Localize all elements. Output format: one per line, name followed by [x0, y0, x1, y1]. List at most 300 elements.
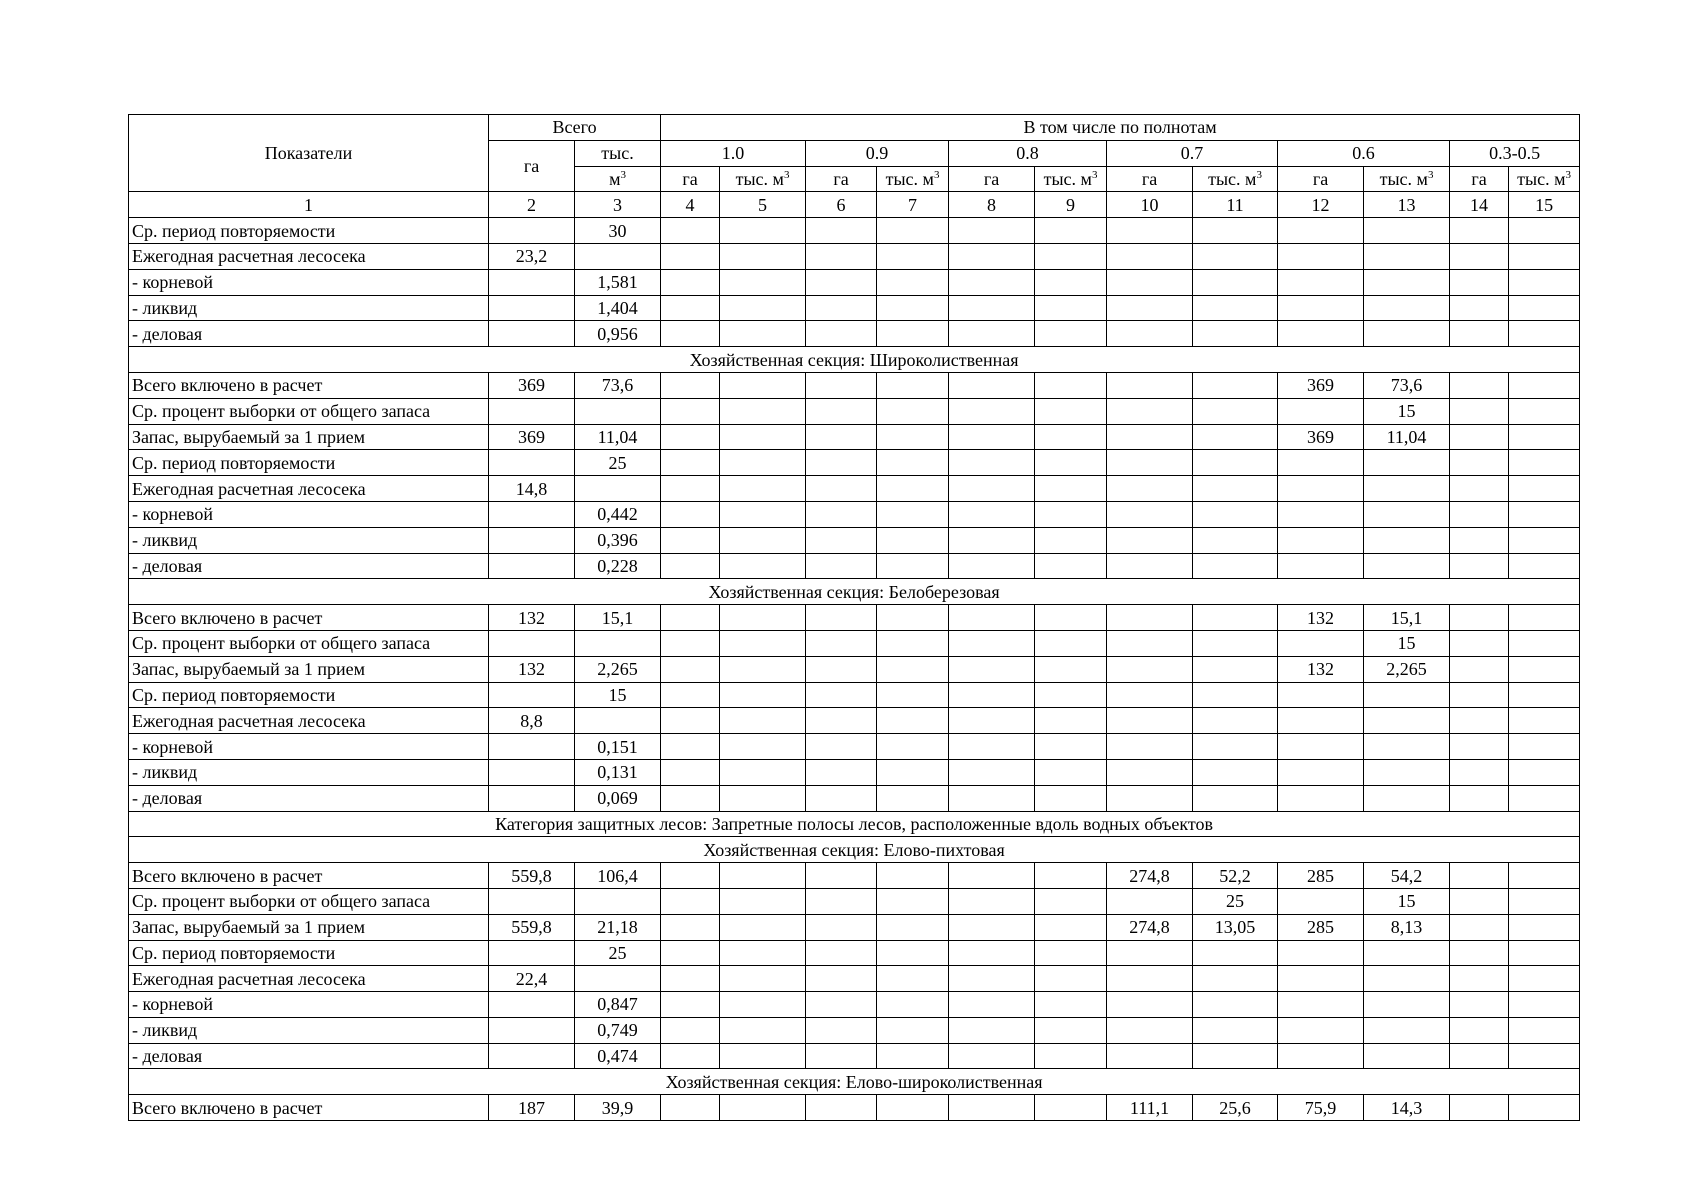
table-cell: [720, 605, 806, 631]
table-cell: [1035, 372, 1107, 398]
table-cell: [1193, 759, 1278, 785]
row-label: - деловая: [129, 785, 489, 811]
table-cell: [949, 450, 1035, 476]
table-cell: [720, 734, 806, 760]
table-cell: [1364, 682, 1450, 708]
row-label: Ср. период повторяемости: [129, 682, 489, 708]
table-cell: 54,2: [1364, 863, 1450, 889]
table-cell: [1107, 321, 1193, 347]
table-cell: 30: [575, 218, 661, 244]
table-cell: [661, 243, 720, 269]
table-cell: 25: [1193, 888, 1278, 914]
table-cell: [949, 708, 1035, 734]
table-cell: [720, 940, 806, 966]
table-cell: [806, 734, 877, 760]
table-cell: [1278, 759, 1364, 785]
table-cell: [1364, 501, 1450, 527]
table-cell: [1193, 527, 1278, 553]
density-ha-header: га: [1107, 166, 1193, 192]
table-cell: [806, 218, 877, 244]
table-row: [129, 372, 1580, 398]
table-cell: [720, 527, 806, 553]
table-cell: [877, 501, 949, 527]
table-cell: 13,05: [1193, 914, 1278, 940]
table-cell: 111,1: [1107, 1095, 1193, 1121]
table-row: [129, 398, 1580, 424]
table-cell: 25,6: [1193, 1095, 1278, 1121]
table-cell: 15: [1364, 630, 1450, 656]
table-row: [129, 295, 1580, 321]
table-cell: [720, 372, 806, 398]
table-cell: [877, 863, 949, 889]
density-header: 1.0: [661, 140, 806, 166]
table-cell: [1509, 785, 1580, 811]
table-cell: 15,1: [575, 605, 661, 631]
table-cell: 0,474: [575, 1043, 661, 1069]
table-cell: [877, 218, 949, 244]
table-cell: [489, 992, 575, 1018]
table-cell: [661, 888, 720, 914]
table-cell: [877, 476, 949, 502]
table-cell: [720, 759, 806, 785]
density-ha-header: га: [949, 166, 1035, 192]
column-number: 13: [1364, 192, 1450, 218]
table-cell: 0,151: [575, 734, 661, 760]
table-cell: [1035, 605, 1107, 631]
row-label: - деловая: [129, 1043, 489, 1069]
table-row: [129, 863, 1580, 889]
table-cell: [1450, 476, 1509, 502]
table-cell: [661, 450, 720, 476]
table-cell: 15: [1364, 398, 1450, 424]
table-cell: [1509, 966, 1580, 992]
table-cell: [877, 682, 949, 708]
table-cell: [1035, 476, 1107, 502]
row-label: Запас, вырубаемый за 1 прием: [129, 424, 489, 450]
table-cell: [489, 1043, 575, 1069]
table-cell: [806, 656, 877, 682]
table-cell: [1509, 1043, 1580, 1069]
table-cell: [806, 605, 877, 631]
row-label: Ср. период повторяемости: [129, 940, 489, 966]
table-cell: 11,04: [1364, 424, 1450, 450]
density-header: 0.9: [806, 140, 949, 166]
row-label: - деловая: [129, 553, 489, 579]
table-cell: [575, 398, 661, 424]
table-cell: 187: [489, 1095, 575, 1121]
table-cell: [1509, 553, 1580, 579]
column-number: 11: [1193, 192, 1278, 218]
column-number: 14: [1450, 192, 1509, 218]
table-cell: 274,8: [1107, 863, 1193, 889]
table-cell: [661, 682, 720, 708]
table-cell: [877, 450, 949, 476]
row-label: - корневой: [129, 992, 489, 1018]
table-cell: [1193, 424, 1278, 450]
table-row: [129, 553, 1580, 579]
section-title: Категория защитных лесов: Запретные полосы лесов, расположенные вдоль водных объектов: [129, 811, 1580, 837]
table-cell: 0,228: [575, 553, 661, 579]
table-cell: [1278, 1017, 1364, 1043]
column-number: 10: [1107, 192, 1193, 218]
table-cell: 369: [489, 424, 575, 450]
table-cell: [1450, 682, 1509, 708]
table-cell: [1509, 605, 1580, 631]
table-cell: [720, 1017, 806, 1043]
table-cell: [1450, 992, 1509, 1018]
table-cell: [1278, 630, 1364, 656]
table-cell: [1509, 992, 1580, 1018]
table-cell: [575, 888, 661, 914]
table-cell: [1364, 295, 1450, 321]
table-cell: [661, 630, 720, 656]
table-cell: [1107, 372, 1193, 398]
table-cell: [877, 1043, 949, 1069]
table-cell: [949, 527, 1035, 553]
row-label: Ежегодная расчетная лесосека: [129, 476, 489, 502]
table-cell: [1278, 269, 1364, 295]
table-cell: [806, 372, 877, 398]
row-label: Всего включено в расчет: [129, 372, 489, 398]
row-label: - ликвид: [129, 295, 489, 321]
table-cell: [1509, 398, 1580, 424]
table-cell: [806, 1043, 877, 1069]
table-cell: [1364, 1043, 1450, 1069]
table-cell: [1509, 218, 1580, 244]
table-cell: [806, 682, 877, 708]
table-cell: [1450, 888, 1509, 914]
table-cell: [720, 966, 806, 992]
table-cell: [1193, 398, 1278, 424]
table-cell: [661, 863, 720, 889]
table-cell: [1278, 501, 1364, 527]
column-number: 8: [949, 192, 1035, 218]
row-label: - ликвид: [129, 1017, 489, 1043]
table-row: [129, 708, 1580, 734]
total-ha-header: га: [489, 140, 575, 192]
table-cell: [806, 269, 877, 295]
table-row: [129, 940, 1580, 966]
table-cell: [1107, 682, 1193, 708]
table-cell: [489, 940, 575, 966]
table-cell: [1450, 940, 1509, 966]
table-cell: [1193, 708, 1278, 734]
table-cell: [720, 914, 806, 940]
table-cell: [1035, 1043, 1107, 1069]
density-volume-header: тыс. $м^3$: [1509, 166, 1580, 192]
table-cell: [1278, 243, 1364, 269]
table-row: [129, 527, 1580, 553]
table-cell: [1450, 759, 1509, 785]
table-cell: [1509, 501, 1580, 527]
table-cell: [1450, 1043, 1509, 1069]
table-cell: [1278, 398, 1364, 424]
table-cell: 132: [1278, 656, 1364, 682]
table-cell: [806, 553, 877, 579]
table-cell: [806, 243, 877, 269]
table-cell: [1278, 708, 1364, 734]
table-cell: [1450, 1095, 1509, 1121]
table-row: [129, 734, 1580, 760]
table-cell: [1107, 605, 1193, 631]
table-cell: [1035, 450, 1107, 476]
section-row: [129, 837, 1580, 863]
table-cell: [1107, 424, 1193, 450]
table-cell: [949, 321, 1035, 347]
table-cell: [720, 992, 806, 1018]
table-header: [129, 115, 1580, 218]
table-cell: 2,265: [1364, 656, 1450, 682]
table-cell: [1193, 372, 1278, 398]
table-cell: [1193, 218, 1278, 244]
table-cell: [720, 708, 806, 734]
table-cell: [1193, 295, 1278, 321]
table-cell: [877, 605, 949, 631]
table-cell: [661, 321, 720, 347]
table-cell: 559,8: [489, 863, 575, 889]
table-cell: 15,1: [1364, 605, 1450, 631]
table-cell: [806, 527, 877, 553]
column-number: 2: [489, 192, 575, 218]
table-cell: [661, 708, 720, 734]
table-cell: [949, 656, 1035, 682]
row-label: - деловая: [129, 321, 489, 347]
density-header: 0.3-0.5: [1450, 140, 1580, 166]
table-cell: 39,9: [575, 1095, 661, 1121]
table-cell: [1450, 966, 1509, 992]
table-cell: 22,4: [489, 966, 575, 992]
table-cell: 25: [575, 450, 661, 476]
table-row: [129, 218, 1580, 244]
table-cell: [1278, 321, 1364, 347]
table-cell: [1364, 785, 1450, 811]
table-cell: [1450, 914, 1509, 940]
table-cell: [1107, 992, 1193, 1018]
table-cell: [1450, 424, 1509, 450]
table-cell: [877, 888, 949, 914]
table-cell: [1035, 1017, 1107, 1043]
table-row: [129, 966, 1580, 992]
table-row: [129, 1095, 1580, 1121]
table-cell: [1509, 708, 1580, 734]
table-cell: [1364, 218, 1450, 244]
table-cell: [1450, 630, 1509, 656]
row-label: - корневой: [129, 269, 489, 295]
table-cell: [661, 527, 720, 553]
table-cell: [661, 476, 720, 502]
table-cell: [1193, 450, 1278, 476]
table-cell: [806, 888, 877, 914]
table-cell: [1035, 708, 1107, 734]
table-cell: [1509, 1095, 1580, 1121]
table-cell: [949, 630, 1035, 656]
table-cell: [720, 218, 806, 244]
table-cell: [1107, 785, 1193, 811]
table-cell: [1364, 450, 1450, 476]
row-label: Запас, вырубаемый за 1 прием: [129, 656, 489, 682]
table-cell: [949, 243, 1035, 269]
table-cell: [1193, 243, 1278, 269]
table-cell: [1509, 888, 1580, 914]
table-cell: [1364, 527, 1450, 553]
table-cell: [1450, 398, 1509, 424]
column-number: 4: [661, 192, 720, 218]
table-cell: [720, 424, 806, 450]
table-cell: [1035, 863, 1107, 889]
table-cell: [1450, 269, 1509, 295]
table-cell: [877, 734, 949, 760]
table-cell: [1450, 656, 1509, 682]
table-cell: [720, 501, 806, 527]
table-cell: [720, 888, 806, 914]
table-cell: [1035, 785, 1107, 811]
table-body: [129, 218, 1580, 1121]
table-cell: [1509, 656, 1580, 682]
table-cell: [1035, 243, 1107, 269]
table-cell: [661, 966, 720, 992]
density-ha-header: га: [1450, 166, 1509, 192]
table-cell: [720, 1095, 806, 1121]
table-cell: [877, 914, 949, 940]
table-cell: [1509, 269, 1580, 295]
table-row: [129, 992, 1580, 1018]
table-cell: [489, 734, 575, 760]
table-cell: 106,4: [575, 863, 661, 889]
table-row: [129, 682, 1580, 708]
table-cell: 132: [489, 656, 575, 682]
section-title: Хозяйственная секция: Белоберезовая: [129, 579, 1580, 605]
section-title: Хозяйственная секция: Елово-пихтовая: [129, 837, 1580, 863]
table-cell: [1278, 682, 1364, 708]
row-label: Всего включено в расчет: [129, 863, 489, 889]
table-cell: [489, 321, 575, 347]
table-cell: 75,9: [1278, 1095, 1364, 1121]
table-row: [129, 914, 1580, 940]
table-cell: [1450, 785, 1509, 811]
table-cell: [949, 398, 1035, 424]
table-cell: [1193, 1017, 1278, 1043]
table-cell: [1107, 243, 1193, 269]
table-cell: [1509, 372, 1580, 398]
table-cell: [489, 295, 575, 321]
table-cell: 73,6: [1364, 372, 1450, 398]
table-cell: [1450, 243, 1509, 269]
table-cell: [661, 785, 720, 811]
table-cell: [806, 630, 877, 656]
table-row: [129, 476, 1580, 502]
table-cell: [949, 218, 1035, 244]
column-number: 15: [1509, 192, 1580, 218]
table-cell: [877, 785, 949, 811]
table-cell: [661, 992, 720, 1018]
table-cell: [1509, 759, 1580, 785]
table-cell: [949, 734, 1035, 760]
table-cell: 1,404: [575, 295, 661, 321]
table-cell: [720, 1043, 806, 1069]
table-row: [129, 243, 1580, 269]
table-cell: 0,847: [575, 992, 661, 1018]
density-ha-header: га: [806, 166, 877, 192]
table-cell: [877, 424, 949, 450]
total-header: Всего: [489, 115, 661, 141]
table-cell: [1278, 888, 1364, 914]
table-cell: [720, 450, 806, 476]
table-cell: [1450, 605, 1509, 631]
table-cell: [877, 708, 949, 734]
table-cell: [1364, 269, 1450, 295]
table-cell: [1193, 605, 1278, 631]
table-cell: [720, 656, 806, 682]
table-cell: [661, 501, 720, 527]
row-label: Ежегодная расчетная лесосека: [129, 243, 489, 269]
table-cell: [661, 218, 720, 244]
table-cell: [720, 476, 806, 502]
table-row: [129, 888, 1580, 914]
table-cell: [489, 398, 575, 424]
table-cell: [489, 527, 575, 553]
table-cell: [1509, 630, 1580, 656]
table-cell: 11,04: [575, 424, 661, 450]
table-cell: [949, 785, 1035, 811]
table-cell: 285: [1278, 863, 1364, 889]
table-cell: [575, 243, 661, 269]
table-cell: [877, 321, 949, 347]
table-cell: [489, 553, 575, 579]
table-cell: [1107, 630, 1193, 656]
table-cell: [949, 269, 1035, 295]
table-cell: [806, 759, 877, 785]
row-label: Ежегодная расчетная лесосека: [129, 966, 489, 992]
table-cell: [1278, 450, 1364, 476]
column-number: 3: [575, 192, 661, 218]
table-cell: [806, 424, 877, 450]
table-cell: [720, 785, 806, 811]
table-row: [129, 759, 1580, 785]
column-number: 9: [1035, 192, 1107, 218]
table-cell: [1193, 785, 1278, 811]
table-cell: 0,749: [575, 1017, 661, 1043]
table-cell: [661, 759, 720, 785]
density-volume-header: тыс. $м^3$: [1035, 166, 1107, 192]
table-cell: [661, 605, 720, 631]
table-cell: [949, 992, 1035, 1018]
table-cell: [806, 914, 877, 940]
table-cell: 14,3: [1364, 1095, 1450, 1121]
table-cell: [877, 398, 949, 424]
table-cell: [1035, 734, 1107, 760]
table-cell: [1278, 734, 1364, 760]
table-cell: 0,069: [575, 785, 661, 811]
table-cell: [806, 940, 877, 966]
table-cell: 14,8: [489, 476, 575, 502]
table-cell: [949, 476, 1035, 502]
table-cell: [806, 785, 877, 811]
table-cell: [949, 759, 1035, 785]
table-cell: [1035, 269, 1107, 295]
table-cell: [1035, 914, 1107, 940]
table-cell: [489, 450, 575, 476]
row-label: Всего включено в расчет: [129, 1095, 489, 1121]
table-cell: [661, 398, 720, 424]
table-cell: [1509, 734, 1580, 760]
table-cell: [1107, 966, 1193, 992]
table-cell: [1193, 476, 1278, 502]
table-cell: [1035, 527, 1107, 553]
table-cell: [1509, 476, 1580, 502]
table-cell: [877, 372, 949, 398]
row-label: - ликвид: [129, 759, 489, 785]
table-cell: [1450, 527, 1509, 553]
